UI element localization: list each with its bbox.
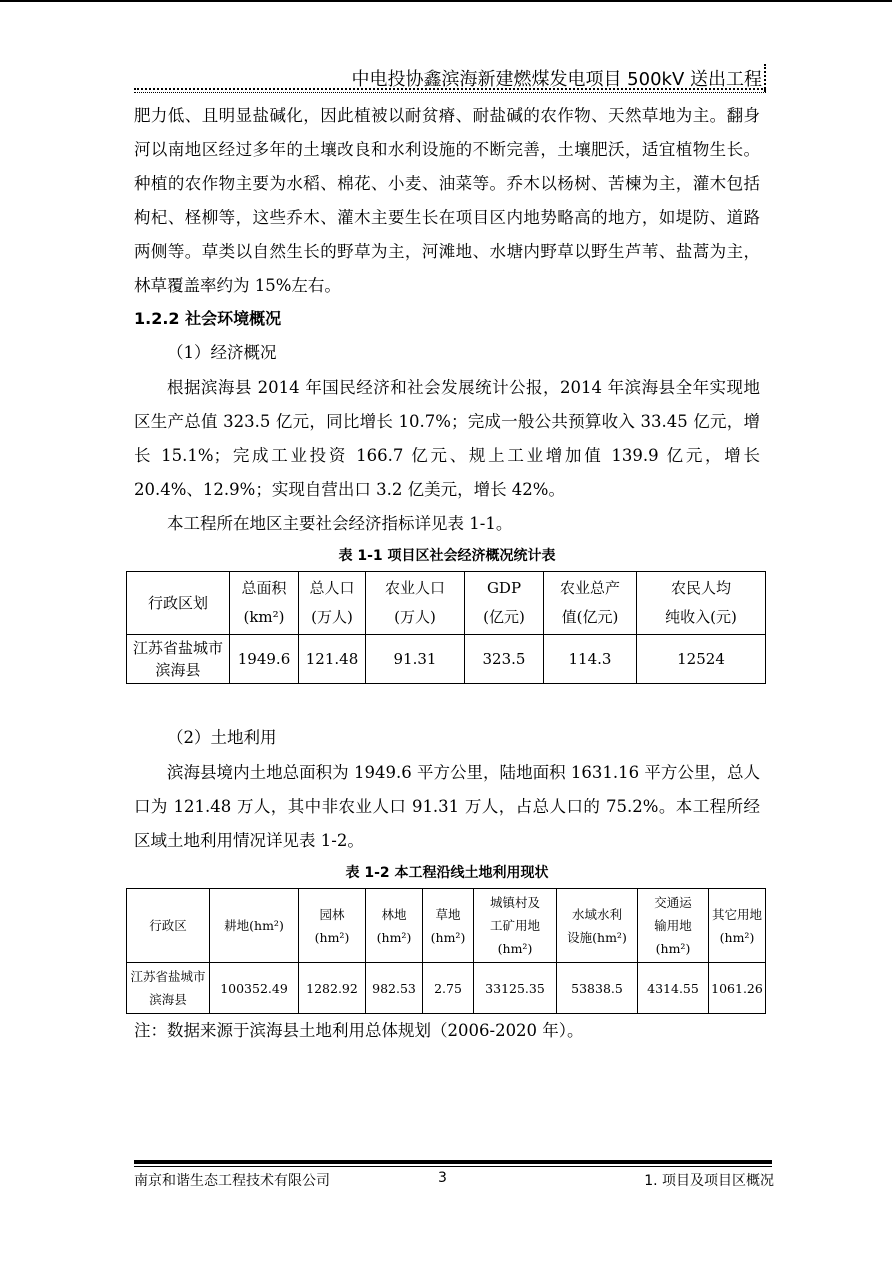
table2-header-cell: 水域水利 设施(hm²)	[557, 889, 638, 963]
table2-header-cell: 耕地(hm²)	[210, 889, 299, 963]
table2-header-cell: 交通运 输用地 (hm²)	[638, 889, 709, 963]
table2-header-cell: 园林 (hm²)	[299, 889, 366, 963]
table2-cell: 2.75	[423, 963, 474, 1014]
page-content	[130, 99, 763, 1048]
table2-cell-region: 江苏省盐城市滨海县	[127, 963, 210, 1014]
top-border	[0, 0, 892, 2]
table1-header-cell: 总人口 (万人)	[299, 572, 366, 635]
footer-rule	[134, 1160, 772, 1164]
section-heading: 1.2.2 社会环境概况	[134, 309, 282, 328]
table2-cell: 1061.26	[709, 963, 766, 1014]
table2-cell: 33125.35	[474, 963, 557, 1014]
page-header-title: 中电投协鑫滨海新建燃煤发电项目 500kV 送出工程	[351, 69, 762, 90]
table1-header-cell: 农业总产 值(亿元)	[544, 572, 637, 635]
table2-header-cell: 林地 (hm²)	[366, 889, 423, 963]
table2-header-cell: 行政区	[127, 889, 210, 963]
table2-cell: 53838.5	[557, 963, 638, 1014]
table2-header-cell: 其它用地 (hm²)	[709, 889, 766, 963]
table-land-use	[126, 888, 766, 1014]
paragraph-economy: 根据滨海县 2014 年国民经济和社会发展统计公报，2014 年滨海县全年实现地区生产总值 323.5 亿元，同比增长 10.7%；完成一般公共预算收入 33.45 亿元，增长 15.1%；完成工业投资 166.7 亿元、规上工业增加值 139.9 亿元，增长 20.4%、12.9%；实现自营出口 3.2 亿美元，增长 42%。	[134, 378, 760, 499]
table-row	[127, 635, 766, 684]
subheading-economy: （1）经济概况	[167, 343, 277, 362]
table1-header-cell: GDP (亿元)	[465, 572, 544, 635]
table-socioeconomic	[126, 571, 766, 684]
table1-header-cell: 农业人口 (万人)	[366, 572, 465, 635]
table1-cell: 323.5	[465, 635, 544, 684]
table2-caption: 表 1-2 本工程沿线土地利用现状	[345, 865, 549, 881]
table1-header-cell: 农民人均 纯收入(元)	[637, 572, 766, 635]
table1-cell: 12524	[637, 635, 766, 684]
table1-header-cell: 行政区划	[127, 572, 230, 635]
paragraph-table-ref-1: 本工程所在地区主要社会经济指标详见表 1-1。	[167, 514, 513, 533]
footer-rule-thin	[134, 1166, 772, 1167]
subheading-land-use: （2）土地利用	[167, 728, 277, 747]
header-side-rule	[764, 64, 766, 92]
header-rule	[134, 88, 766, 90]
footer-chapter: 1. 项目及项目区概况	[644, 1173, 774, 1189]
table1-cell-region: 江苏省盐城市滨海县	[127, 635, 230, 684]
table1-cell: 91.31	[366, 635, 465, 684]
table1-caption: 表 1-1 项目区社会经济概况统计表	[338, 548, 556, 564]
table1-header-cell: 总面积 (km²)	[230, 572, 299, 635]
header-rule-thin	[134, 92, 766, 93]
table1-cell: 114.3	[544, 635, 637, 684]
table2-header-cell: 草地 (hm²)	[423, 889, 474, 963]
footer-page-number: 3	[438, 1170, 447, 1186]
table-row	[127, 963, 766, 1014]
table2-cell: 100352.49	[210, 963, 299, 1014]
table2-cell: 982.53	[366, 963, 423, 1014]
footer-company: 南京和谐生态工程技术有限公司	[134, 1173, 330, 1189]
paragraph-land-use: 滨海县境内土地总面积为 1949.6 平方公里，陆地面积 1631.16 平方公里，总人口为 121.48 万人，其中非农业人口 91.31 万人，占总人口的 75.2%。本工程所经区域土地利用情况详见表 1-2。	[134, 763, 760, 850]
table2-header-cell: 城镇村及 工矿用地 (hm²)	[474, 889, 557, 963]
table1-header-row	[127, 572, 766, 635]
table1-cell: 121.48	[299, 635, 366, 684]
table2-header-row	[127, 889, 766, 963]
data-source-note: 注：数据来源于滨海县土地利用总体规划（2006-2020 年）。	[134, 1021, 584, 1040]
table2-cell: 4314.55	[638, 963, 709, 1014]
table2-cell: 1282.92	[299, 963, 366, 1014]
paragraph-vegetation: 肥力低、且明显盐碱化，因此植被以耐贫瘠、耐盐碱的农作物、天然草地为主。翻身河以南地区经过多年的土壤改良和水利设施的不断完善，土壤肥沃，适宜植物生长。种植的农作物主要为水稻、棉花、小麦、油菜等。乔木以杨树、苦楝为主，灌木包括枸杞、柽柳等，这些乔木、灌木主要生长在项目区内地势略高的地方，如堤防、道路两侧等。草类以自然生长的野草为主，河滩地、水塘内野草以野生芦苇、盐蒿为主，林草覆盖率约为 15%左右。	[134, 106, 760, 295]
table1-cell: 1949.6	[230, 635, 299, 684]
